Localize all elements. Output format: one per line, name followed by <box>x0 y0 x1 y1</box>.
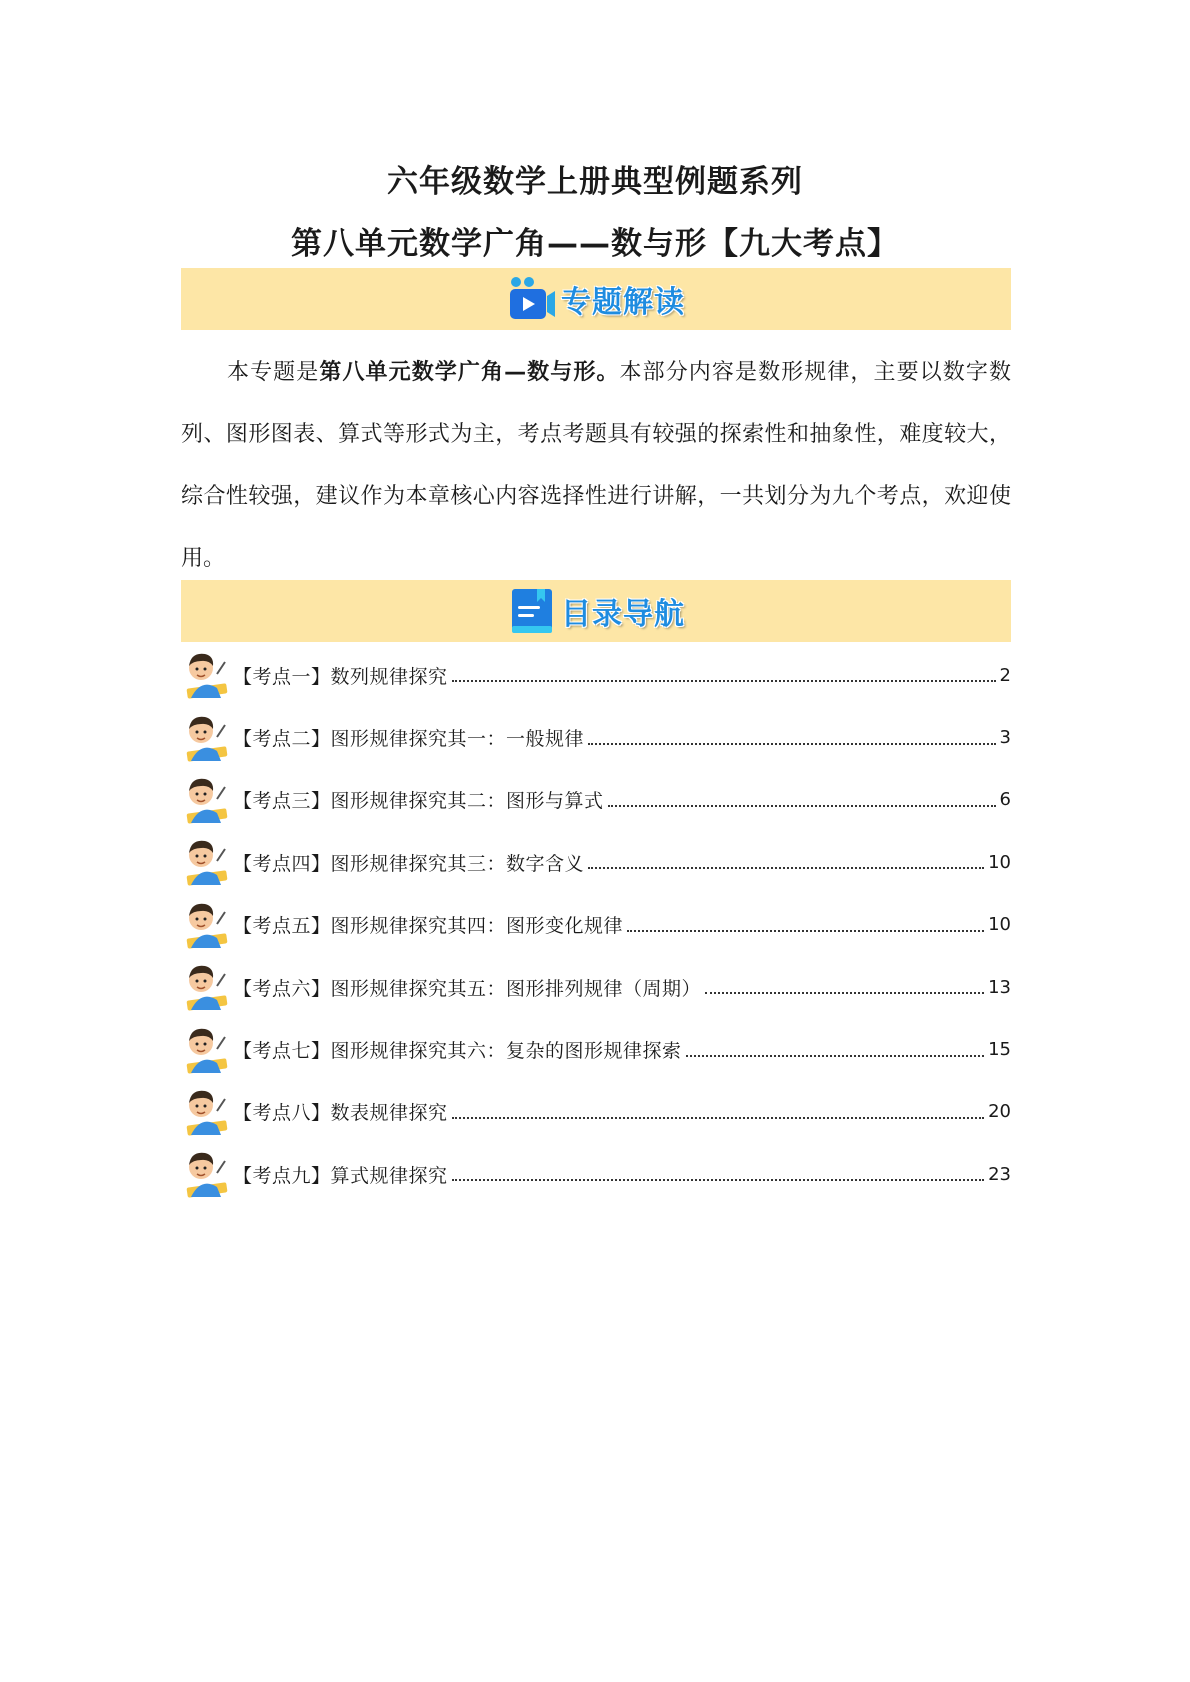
toc-entry[interactable] <box>181 644 1011 706</box>
section-banner-toc <box>181 580 1011 642</box>
video-play-icon <box>507 274 557 324</box>
toc-entry[interactable] <box>181 1018 1011 1080</box>
toc-page-number: 2 <box>999 664 1011 686</box>
student-avatar-icon <box>181 835 231 889</box>
section-banner-intro <box>181 268 1011 330</box>
intro-rest: 本部分内容是数形规律，主要以数字数列、图形图表、算式等形式为主，考点考题具有较强的探索性和抽象性，难度较大，综合性较强，建议作为本章核心内容选择性进行讲解，一共划分为九个考点，欢迎使用。 <box>181 360 1011 571</box>
toc-dot-leader <box>452 1179 985 1181</box>
toc-entry[interactable] <box>181 706 1011 768</box>
banner-toc-label: 目录导航 <box>561 597 685 632</box>
toc-page-number: 6 <box>999 789 1011 811</box>
toc-entry-label: 【考点七】图形规律探究其六：复杂的图形规律探索 <box>233 1040 682 1063</box>
toc-dot-leader <box>452 1117 985 1119</box>
toc-page-number: 10 <box>988 851 1011 873</box>
toc-entry[interactable] <box>181 1143 1011 1205</box>
toc-entry-label: 【考点九】算式规律探究 <box>233 1164 448 1187</box>
toc-entry[interactable] <box>181 894 1011 956</box>
intro-bold: 第八单元数学广角—数与形。 <box>319 360 620 385</box>
student-avatar-icon <box>181 773 231 827</box>
toc-dot-leader <box>627 930 984 932</box>
intro-lead: 本专题是 <box>227 360 320 385</box>
document-subtitle: 第八单元数学广角——数与形【九大考点】 <box>291 226 899 262</box>
student-avatar-icon <box>181 960 231 1014</box>
toc-entry-label: 【考点八】数表规律探究 <box>233 1102 448 1125</box>
document-title: 六年级数学上册典型例题系列 <box>387 164 803 200</box>
toc-entry-label: 【考点五】图形规律探究其四：图形变化规律 <box>233 915 624 938</box>
student-avatar-icon <box>181 1023 231 1077</box>
toc-entry[interactable] <box>181 769 1011 831</box>
toc-page-number: 23 <box>988 1163 1011 1185</box>
toc-entry-label: 【考点一】数列规律探究 <box>233 665 448 688</box>
toc-entry-label: 【考点六】图形规律探究其五：图形排列规律（周期） <box>233 977 702 1000</box>
toc-dot-leader <box>608 805 996 807</box>
student-avatar-icon <box>181 898 231 952</box>
toc-dot-leader <box>452 680 996 682</box>
student-avatar-icon <box>181 1147 231 1201</box>
intro-paragraph <box>181 342 1011 590</box>
toc-page-number: 15 <box>988 1039 1011 1061</box>
toc-entry-label: 【考点三】图形规律探究其二：图形与算式 <box>233 790 604 813</box>
banner-intro-label: 专题解读 <box>561 285 685 320</box>
toc-dot-leader <box>705 992 984 994</box>
student-avatar-icon <box>181 1085 231 1139</box>
toc-dot-leader <box>588 743 996 745</box>
toc-dot-leader <box>588 867 984 869</box>
toc-entry[interactable] <box>181 1081 1011 1143</box>
toc-page-number: 20 <box>988 1101 1011 1123</box>
toc-page-number: 13 <box>988 976 1011 998</box>
book-icon <box>507 586 557 636</box>
toc-entry[interactable] <box>181 956 1011 1018</box>
toc-entry-label: 【考点四】图形规律探究其三：数字含义 <box>233 852 585 875</box>
toc-entry[interactable] <box>181 831 1011 893</box>
toc-dot-leader <box>686 1055 985 1057</box>
toc-page-number: 10 <box>988 914 1011 936</box>
toc-entry-label: 【考点二】图形规律探究其一：一般规律 <box>233 728 585 751</box>
student-avatar-icon <box>181 711 231 765</box>
student-avatar-icon <box>181 648 231 702</box>
toc-page-number: 3 <box>999 727 1011 749</box>
table-of-contents <box>181 644 1011 1206</box>
